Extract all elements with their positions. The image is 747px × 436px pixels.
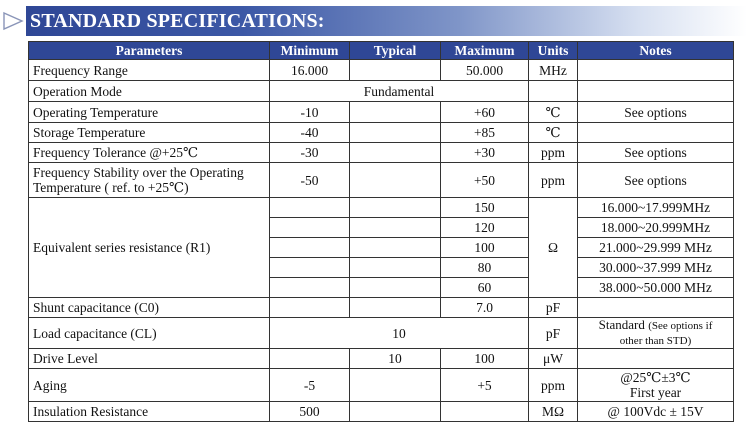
typ-cell xyxy=(350,60,441,81)
note-line: First year xyxy=(629,385,682,400)
min-cell: -50 xyxy=(270,163,350,198)
note-cell xyxy=(578,349,734,369)
section-title: STANDARD SPECIFICATIONS: xyxy=(30,10,325,32)
typ-cell: Fundamental xyxy=(270,81,529,102)
typ-cell xyxy=(350,258,441,278)
unit-cell: ppm xyxy=(529,163,578,198)
min-cell xyxy=(270,258,350,278)
min-cell: -40 xyxy=(270,123,350,143)
param-cell: Shunt capacitance (C0) xyxy=(29,298,270,318)
note-cell: 16.000~17.999MHz xyxy=(578,198,734,218)
header-row xyxy=(29,42,734,60)
table-row xyxy=(29,402,734,422)
max-cell xyxy=(441,402,529,422)
max-cell: +85 xyxy=(441,123,529,143)
max-cell: +50 xyxy=(441,163,529,198)
min-cell xyxy=(270,218,350,238)
note-cell xyxy=(578,298,734,318)
unit-cell: MΩ xyxy=(529,402,578,422)
note-sub: (See options if xyxy=(648,320,713,332)
max-cell: 7.0 xyxy=(441,298,529,318)
param-cell xyxy=(29,163,270,198)
min-cell: 500 xyxy=(270,402,350,422)
max-cell: 100 xyxy=(441,349,529,369)
param-cell: Operation Mode xyxy=(29,81,270,102)
min-cell xyxy=(270,238,350,258)
param-cell: Load capacitance (CL) xyxy=(29,318,270,349)
note-cell xyxy=(578,369,734,402)
note-cell xyxy=(578,318,734,349)
unit-cell: MHz xyxy=(529,60,578,81)
note-cell: See options xyxy=(578,143,734,163)
note-cell xyxy=(578,81,734,102)
section-banner xyxy=(0,6,747,36)
unit-cell: ppm xyxy=(529,369,578,402)
table-row xyxy=(29,102,734,123)
param-cell: Storage Temperature xyxy=(29,123,270,143)
unit-cell: μW xyxy=(529,349,578,369)
max-cell: 100 xyxy=(441,238,529,258)
typ-cell: 10 xyxy=(270,318,529,349)
unit-cell: Ω xyxy=(529,198,578,298)
table-row xyxy=(29,60,734,81)
param-cell: Frequency Tolerance @+25℃ xyxy=(29,143,270,163)
unit-cell: ppm xyxy=(529,143,578,163)
typ-cell xyxy=(350,143,441,163)
typ-cell: 10 xyxy=(350,349,441,369)
min-cell: -5 xyxy=(270,369,350,402)
table-row xyxy=(29,369,734,402)
max-cell: +30 xyxy=(441,143,529,163)
header-parameters: Parameters xyxy=(29,42,270,60)
min-cell xyxy=(270,278,350,298)
note-sub: other than STD) xyxy=(619,335,692,347)
typ-cell xyxy=(350,238,441,258)
unit-cell: ℃ xyxy=(529,102,578,123)
note-cell: See options xyxy=(578,163,734,198)
typ-cell xyxy=(350,218,441,238)
note-cell: 30.000~37.999 MHz xyxy=(578,258,734,278)
param-cell: Drive Level xyxy=(29,349,270,369)
min-cell xyxy=(270,298,350,318)
unit-cell: pF xyxy=(529,298,578,318)
note-cell: @ 100Vdc ± 15V xyxy=(578,402,734,422)
min-cell: -10 xyxy=(270,102,350,123)
unit-cell: ℃ xyxy=(529,123,578,143)
param-line: Temperature ( ref. to +25℃) xyxy=(33,180,189,195)
max-cell: +60 xyxy=(441,102,529,123)
header-notes: Notes xyxy=(578,42,734,60)
min-cell: 16.000 xyxy=(270,60,350,81)
table-row xyxy=(29,318,734,349)
max-cell: +5 xyxy=(441,369,529,402)
table-row xyxy=(29,81,734,102)
table-row xyxy=(29,143,734,163)
header-typical: Typical xyxy=(350,42,441,60)
table-row xyxy=(29,349,734,369)
note-cell: See options xyxy=(578,102,734,123)
param-cell: Frequency Range xyxy=(29,60,270,81)
typ-cell xyxy=(350,402,441,422)
note-line: @25℃±3℃ xyxy=(620,370,691,385)
param-cell: Equivalent series resistance (R1) xyxy=(29,198,270,298)
header-units: Units xyxy=(529,42,578,60)
typ-cell xyxy=(350,369,441,402)
table-row xyxy=(29,298,734,318)
unit-cell xyxy=(529,81,578,102)
typ-cell xyxy=(350,278,441,298)
max-cell: 150 xyxy=(441,198,529,218)
typ-cell xyxy=(350,298,441,318)
max-cell: 80 xyxy=(441,258,529,278)
note-main: Standard xyxy=(598,317,645,332)
max-cell: 50.000 xyxy=(441,60,529,81)
typ-cell xyxy=(350,102,441,123)
max-cell: 120 xyxy=(441,218,529,238)
header-maximum: Maximum xyxy=(441,42,529,60)
note-cell xyxy=(578,60,734,81)
specifications-table xyxy=(28,41,734,422)
min-cell xyxy=(270,198,350,218)
param-line: Frequency Stability over the Operating xyxy=(33,165,244,180)
param-cell: Aging xyxy=(29,369,270,402)
triangle-arrow-icon xyxy=(3,11,25,31)
table-row xyxy=(29,198,734,218)
typ-cell xyxy=(350,163,441,198)
min-cell xyxy=(270,349,350,369)
table-row xyxy=(29,163,734,198)
unit-cell: pF xyxy=(529,318,578,349)
note-cell xyxy=(578,123,734,143)
note-cell: 18.000~20.999MHz xyxy=(578,218,734,238)
param-cell: Insulation Resistance xyxy=(29,402,270,422)
param-cell: Operating Temperature xyxy=(29,102,270,123)
header-minimum: Minimum xyxy=(270,42,350,60)
table-row xyxy=(29,123,734,143)
note-cell: 21.000~29.999 MHz xyxy=(578,238,734,258)
note-cell: 38.000~50.000 MHz xyxy=(578,278,734,298)
typ-cell xyxy=(350,123,441,143)
typ-cell xyxy=(350,198,441,218)
max-cell: 60 xyxy=(441,278,529,298)
min-cell: -30 xyxy=(270,143,350,163)
